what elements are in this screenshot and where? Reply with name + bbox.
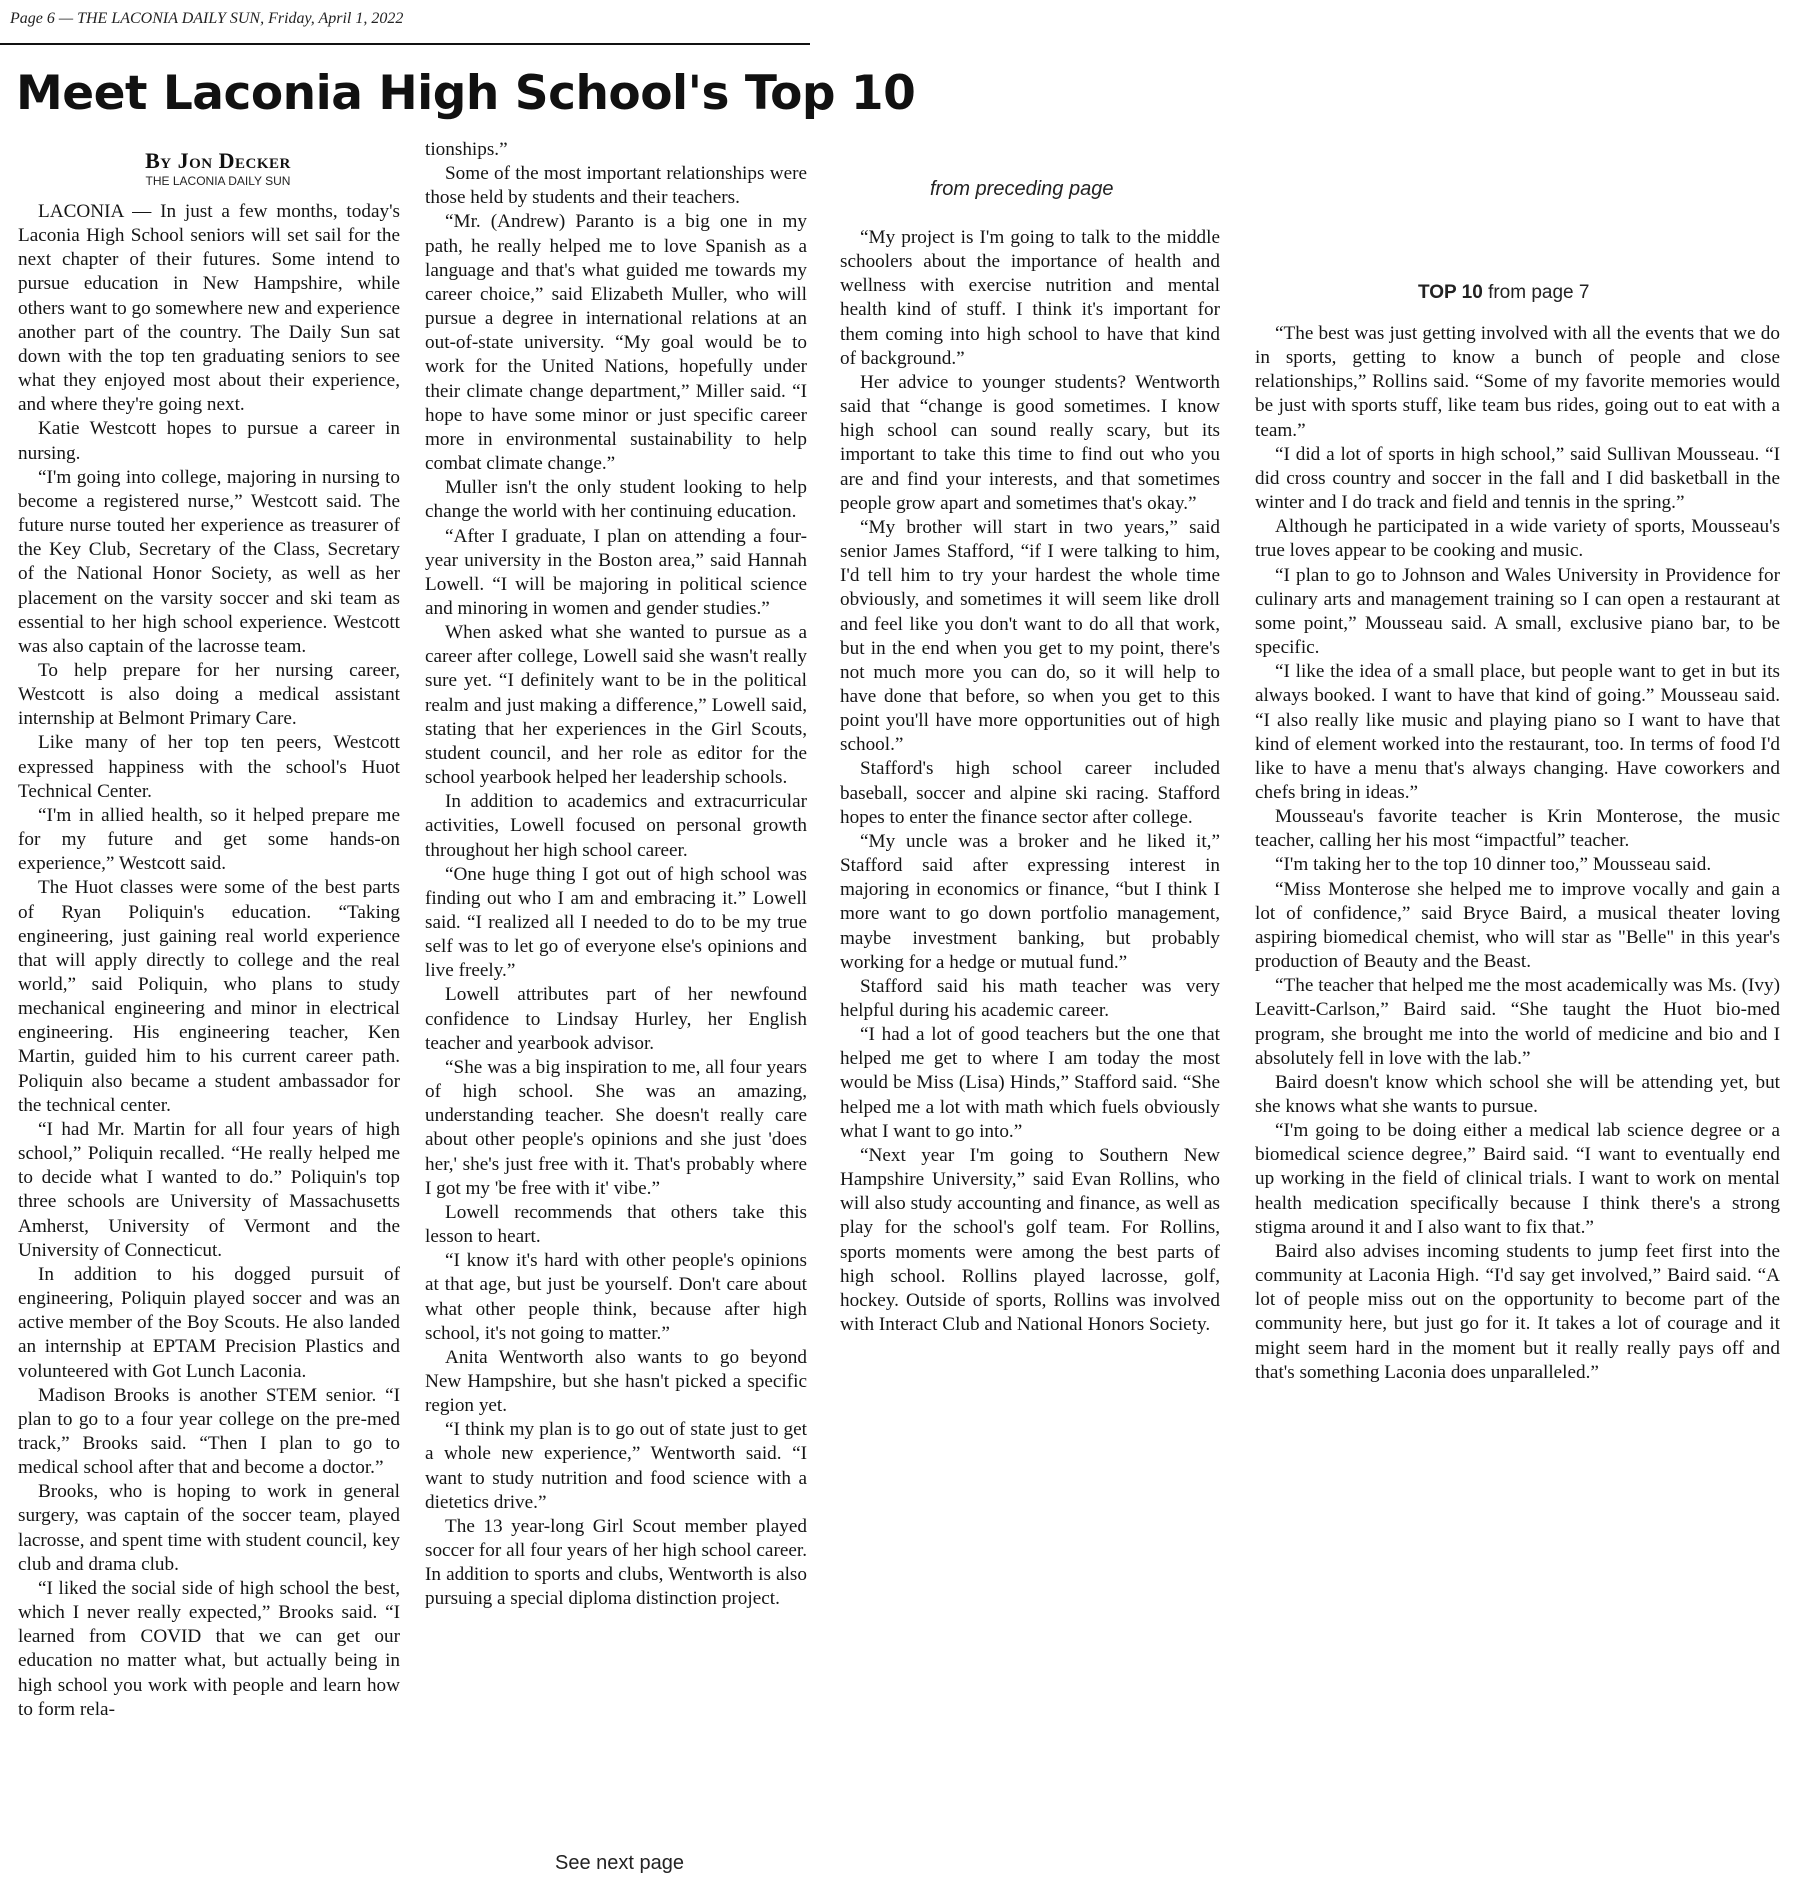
paragraph: In addition to academics and extracurricular activities, Lowell focused on personal growth throughout her high school career.	[425, 791, 807, 861]
article-column-4	[1255, 322, 1780, 1522]
paragraph: “I'm going into college, majoring in nursing to become a registered nurse,” Westcott said. The future nurse touted her experience as treasurer of the Key Club, Secretary of the Class, Secretary of the National Honor Society, as well as her placement on the varsity soccer and ski team as essential to her high school experience. Westcott was also captain of the lacrosse team.	[18, 466, 400, 657]
paragraph: “Miss Monterose she helped me to improve vocally and gain a lot of confidence,” said Bryce Baird, a musical theater loving aspiring biomedical chemist, who will star as "Belle" in this year's production of Beauty and the Beast.	[1255, 878, 1780, 973]
paragraph: “I know it's hard with other people's opinions at that age, but just be yourself. Don't care about what other people think, because after high school, it's not going to matter.”	[425, 1250, 807, 1344]
paragraph: “I think my plan is to go out of state just to get a whole new experience,” Wentworth said. “I want to study nutrition and food science with a dietetics drive.”	[425, 1419, 807, 1513]
paragraph: “I'm taking her to the top 10 dinner too,” Mousseau said.	[1275, 854, 1712, 876]
paragraph: tionships.”	[425, 139, 508, 160]
paragraph: “My uncle was a broker and he liked it,” Stafford said after expressing interest in majoring in economics or finance, “but I think I more want to go down portfolio management, maybe investment banking, but probably working for a hedge or mutual fund.”	[840, 830, 1220, 973]
paragraph: LACONIA — In just a few months, today's Laconia High School seniors will set sail for the next chapter of their futures. Some intend to pursue education in New Hampshire, while others want to go somewhere new and experience another part of the country. The Daily Sun sat down with the top ten graduating seniors to see what they enjoyed most about their experience, and where they're going next.	[18, 201, 400, 416]
header-rule	[0, 43, 810, 45]
paragraph: Baird also advises incoming students to jump feet first into the community at Laconia High. “I'd say get involved,” Baird said. “A lot of people miss out on the opportunity to become part of the community here, but just go for it. It takes a lot of courage and it might seem hard in the moment but it really really pays off and that's something Laconia does unparalleled.”	[1255, 1240, 1780, 1383]
article-headline: Meet Laconia High School's Top 10	[16, 66, 916, 121]
paragraph: “The best was just getting involved with all the events that we do in sports, getting to know a bunch of people and close relationships,” Rollins said. “Some of my favorite memories would be just with sports stuff, like team bus rides, going out to eat with a team.”	[1255, 323, 1780, 441]
article-column-1	[18, 200, 400, 1880]
byline-org: THE LACONIA DAILY SUN	[145, 174, 291, 188]
paragraph: Katie Westcott hopes to pursue a career in nursing.	[18, 418, 400, 464]
paragraph: Some of the most important relationships were those held by students and their teachers.	[425, 163, 807, 209]
paragraph: To help prepare for her nursing career, Westcott is also doing a medical assistant internship at Belmont Primary Care.	[18, 659, 400, 730]
paragraph: “My brother will start in two years,” said senior James Stafford, “if I were talking to him, I'd tell him to try your hardest the whole time obviously, and sometimes it will seem like droll and feel like you don't want to do all that work, but in the end when you get to my point, there's not much more you can do, so it will help to have done that before, so when you get to this point you'll have more opportunities out of high school.”	[840, 516, 1220, 756]
see-next-page-link[interactable]: See next page	[555, 1852, 684, 1874]
paragraph: In addition to his dogged pursuit of engineering, Poliquin played soccer and was an active member of the Boy Scouts. He also landed an internship at EPTAM Precision Plastics and volunteered with Got Lunch Laconia.	[18, 1263, 400, 1382]
paragraph: Muller isn't the only student looking to help change the world with her continuing education.	[425, 477, 807, 523]
paragraph: “After I graduate, I plan on attending a four-year university in the Boston area,” said Hannah Lowell. “I will be majoring in political science and minoring in women and gender studies.”	[425, 525, 807, 619]
paragraph: Like many of her top ten peers, Westcott expressed happiness with the school's Huot Technical Center.	[18, 732, 400, 802]
paragraph: Although he participated in a wide variety of sports, Mousseau's true loves appear to be cooking and music.	[1255, 516, 1780, 562]
paragraph: “I liked the social side of high school the best, which I never really expected,” Brooks said. “I learned from COVID that we can get our education no matter what, but actually being in high school you work with people and learn how to form rela-	[18, 1577, 400, 1720]
from-preceding-page-link[interactable]: from preceding page	[930, 178, 1114, 200]
continued-label: TOP 10	[1418, 282, 1483, 303]
paragraph: Stafford's high school career included baseball, soccer and alpine ski racing. Stafford hopes to enter the finance sector after college.	[840, 758, 1220, 828]
paragraph: Her advice to younger students? Wentworth said that “change is good sometimes. I know high school can sound really scary, but its important to take this time to find out who you are and find your interests, and that sometimes people grow apart and sometimes that's okay.”	[840, 371, 1220, 514]
paragraph: “I plan to go to Johnson and Wales University in Providence for culinary arts and management training so I can open a restaurant at some point,” Mousseau said. A small, exclusive piano bar, to be specific.	[1255, 564, 1780, 659]
paragraph: “I'm in allied health, so it helped prepare me for my future and get some hands-on experience,” Westcott said.	[18, 804, 400, 875]
byline: By Jon Decker	[145, 148, 291, 173]
paragraph: “The teacher that helped me the most academically was Ms. (Ivy) Leavitt-Carlson,” Baird said. “She taught the Huot bio-med program, she brought me into the world of medicine and bio and I absolutely fell in love with the lab.”	[1255, 975, 1780, 1069]
paragraph: When asked what she wanted to pursue as a career after college, Lowell said she wasn't really sure yet. “I definitely want to be in the political realm and just making a difference,” Lowell said, stating that her experiences in the Girl Scouts, student council, and her role as editor for the school yearbook helped her leadership schools.	[425, 622, 807, 789]
paragraph: Lowell recommends that others take this lesson to heart.	[425, 1201, 807, 1248]
paragraph: “I had Mr. Martin for all four years of high school,” Poliquin recalled. “He really helped me to decide what I wanted to do.” Poliquin's top three schools are University of Massachusetts Amherst, University of Vermont and the University of Connecticut.	[18, 1118, 400, 1261]
paragraph: “I'm going to be doing either a medical lab science degree or a biomedical science degree,” Baird said. “I want to eventually end up working in the field of clinical trials. I want to work on mental health medication specifically because I think there's a strong stigma around it and I also want to fix that.”	[1255, 1120, 1780, 1238]
paragraph: “Next year I'm going to Southern New Hampshire University,” said Evan Rollins, who will also study accounting and finance, as well as play for the school's golf team. For Rollins, sports moments were among the best parts of high school. Rollins played lacrosse, golf, hockey. Outside of sports, Rollins was involved with Interact Club and National Honors Society.	[840, 1144, 1220, 1336]
paragraph: “She was a big inspiration to me, all four years of high school. She was an amazing, understanding teacher. She doesn't really care about other people's opinions and she just 'does her,' she's just free with it. That's probably where I got my 'be free with it' vibe.”	[425, 1056, 807, 1199]
paragraph: “My project is I'm going to talk to the middle schoolers about the importance of health and wellness with exercise nutrition and mental health kind of stuff. I think it's important for them coming into high school to have that kind of background.”	[840, 227, 1220, 369]
paragraph: Madison Brooks is another STEM senior. “I plan to go to a four year college on the pre-med track,” Brooks said. “Then I plan to go to medical school after that and become a doctor.”	[18, 1384, 400, 1479]
paragraph: The Huot classes were some of the best parts of Ryan Poliquin's education. “Taking engineering, just gaining real world experience that will apply directly to college and the real world,” said Poliquin, who plans to study mechanical engineering and minor in electrical engineering. His engineering teacher, Ken Martin, guided him to his current career path. Poliquin also became a student ambassador for the technical center.	[18, 877, 400, 1116]
continued-from-page-7[interactable]	[1418, 282, 1589, 304]
paragraph: Baird doesn't know which school she will be attending yet, but she knows what she wants to pursue.	[1255, 1071, 1780, 1117]
paragraph: Mousseau's favorite teacher is Krin Monterose, the music teacher, calling her his most “impactful” teacher.	[1255, 806, 1780, 852]
paragraph: “I had a lot of good teachers but the one that helped me get to where I am today the most would be Miss (Lisa) Hinds,” Stafford said. “She helped me a lot with math which fuels obviously what I want to go into.”	[840, 1024, 1220, 1142]
paragraph: The 13 year-long Girl Scout member played soccer for all four years of her high school career. In addition to sports and clubs, Wentworth is also pursuing a special diploma distinction project.	[425, 1515, 807, 1610]
article-column-3	[840, 226, 1220, 1526]
page-folio: Page 6 — THE LACONIA DAILY SUN, Friday, April 1, 2022	[10, 10, 404, 27]
paragraph: Anita Wentworth also wants to go beyond New Hampshire, but she hasn't picked a specific region yet.	[425, 1346, 807, 1417]
paragraph: Brooks, who is hoping to work in general surgery, was captain of the soccer team, played lacrosse, and spent time with student council, key club and drama club.	[18, 1481, 400, 1575]
paragraph: “I did a lot of sports in high school,” said Sullivan Mousseau. “I did cross country and soccer in the fall and I did basketball in the winter and I do track and field and tennis in the spring.”	[1255, 443, 1780, 514]
paragraph: Lowell attributes part of her newfound confidence to Lindsay Hurley, her English teacher and yearbook advisor.	[425, 984, 807, 1054]
paragraph: “One huge thing I got out of high school was finding out who I am and embracing it.” Lowell said. “I realized all I needed to do to be my true self was to let go of everyone else's opinions and live freely.”	[425, 863, 807, 982]
paragraph: Stafford said his math teacher was very helpful during his academic career.	[840, 975, 1220, 1021]
article-column-2	[425, 138, 807, 1818]
paragraph: “Mr. (Andrew) Paranto is a big one in my path, he really helped me to love Spanish as a language and that's what guided me towards my career choice,” said Elizabeth Muller, who will pursue a degree in international relations at an out-of-state university. “My goal would be to work for the United Nations, hopefully under their climate change department,” Miller said. “I hope to have some minor or just specific career more in environmental sustainability to help combat climate change.”	[425, 211, 807, 475]
paragraph: “I like the idea of a small place, but people want to get in but its always booked. I want to have that kind of going.” Mousseau said. “I also really like music and playing piano so I want to have that kind of element worked into the restaurant, too. In terms of food I'd like to have a menu that's always changing. Have coworkers and chefs bring in ideas.”	[1255, 661, 1780, 803]
continued-from-text: from page 7	[1488, 282, 1590, 303]
